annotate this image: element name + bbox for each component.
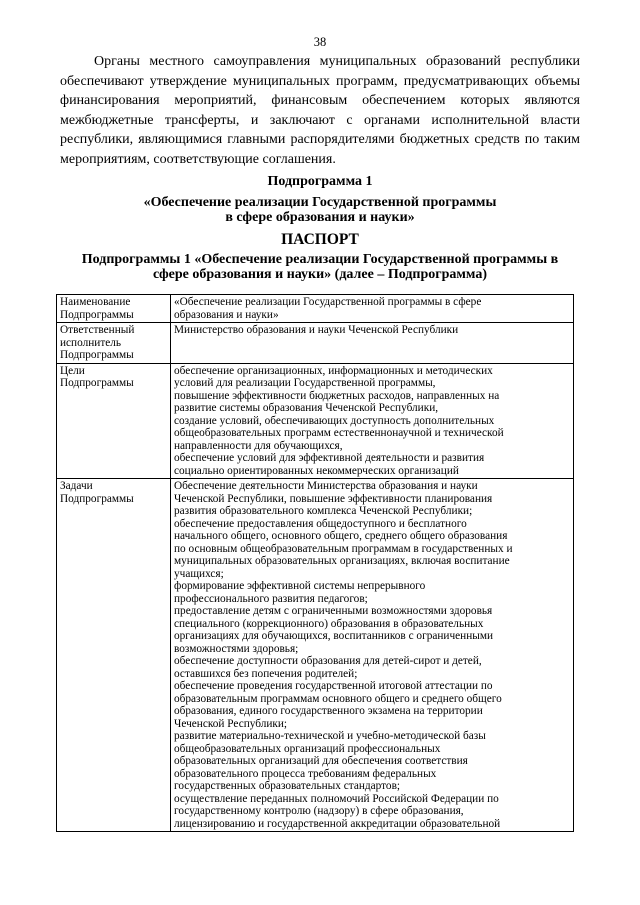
- passport-label-line: Ответственный: [60, 324, 135, 336]
- passport-subtitle-line: Подпрограммы 1 «Обеспечение реализации Государственной программы в: [81, 252, 559, 267]
- passport-label-line: Задачи: [60, 480, 93, 492]
- passport-value-line: социально ориентированных некоммерческих организаций: [174, 464, 459, 477]
- intro-paragraph: Органы местного самоуправления муниципальных образований республики обеспечивают утверждение муниципальных программ, предусматривающих объемы финансирования мероприятий, финансовым обеспечением которых являются межбюджетные трансферты, и заключают с органами исполнительной власти республики, являющимися главными распорядителями бюджетных средств по таким мероприятиям, соответствующие соглашения.: [60, 54, 580, 167]
- page-number: 38: [313, 35, 327, 49]
- passport-label-line: Наименование: [60, 296, 131, 308]
- passport-value-line: Министерство образования и науки Чеченской Республики: [174, 324, 459, 336]
- passport-value-line: профессионального развития педагогов;: [174, 592, 368, 605]
- passport-row: [57, 295, 574, 323]
- passport-label-cell: [57, 479, 171, 832]
- passport-value-cell: [171, 363, 574, 479]
- passport-value-line: развитие системы образования Чеченской Республики,: [174, 402, 439, 414]
- passport-value-line: обеспечение проведения государственной итоговой аттестации по: [174, 680, 493, 692]
- passport-label-line: Подпрограммы: [60, 308, 134, 321]
- passport-value-line: государственных образовательных стандартов;: [174, 780, 401, 792]
- passport-value-line: повышение эффективности бюджетных расходов, направленных на: [174, 389, 500, 402]
- passport-value-line: оставшихся без попечения родителей;: [174, 667, 358, 680]
- passport-label-line: Подпрограммы: [60, 377, 134, 389]
- passport-value-line: обеспечение предоставления общедоступного и бесплатного: [174, 517, 467, 530]
- passport-value-line: обеспечение организационных, информационных и методических: [174, 364, 493, 377]
- passport-heading: ПАСПОРТ: [281, 231, 359, 248]
- passport-label-line: Подпрограммы: [60, 492, 134, 505]
- passport-value-line: направленности для обучающихся,: [174, 439, 343, 452]
- passport-value-line: развитие материально-технической и учебно-методической базы: [174, 730, 486, 742]
- subprogram-title-line: «Обеспечение реализации Государственной программы: [143, 195, 497, 210]
- passport-value-line: организациях для обучающихся, воспитанников с ограниченными: [174, 630, 494, 642]
- passport-value-line: «Обеспечение реализации Государственной программы в сфере: [174, 296, 482, 308]
- passport-subtitle-line: сфере образования и науки» (далее – Подпрограмма): [152, 267, 488, 282]
- passport-value-line: возможностями здоровья;: [174, 642, 299, 655]
- passport-value-line: государственному контролю (надзору) в сфере образования,: [174, 805, 464, 817]
- passport-value-cell: [171, 479, 574, 832]
- passport-value-line: образования и науки»: [174, 308, 279, 321]
- passport-value-line: общеобразовательных организаций профессиональных: [174, 742, 441, 755]
- passport-value-line: обеспечение условий для эффективной деятельности и развития: [174, 452, 485, 464]
- passport-value-line: учащихся;: [174, 567, 224, 580]
- passport-label-cell: [57, 323, 171, 364]
- passport-row: [57, 363, 574, 479]
- passport-value-line: развития образовательного комплекса Чеченской Республики;: [174, 505, 473, 517]
- passport-row: [57, 479, 574, 832]
- passport-value-line: осуществление переданных полномочий Российской Федерации по: [174, 792, 499, 805]
- passport-label-line: Цели: [60, 364, 85, 377]
- passport-value-line: образовательным программам основного общего и среднего общего: [174, 692, 502, 705]
- passport-value-line: по основным общеобразовательным программам в государственных и: [174, 542, 513, 555]
- passport-value-line: предоставление детям с ограниченными возможностями здоровья: [174, 605, 493, 617]
- passport-label-cell: [57, 363, 171, 479]
- passport-row: [57, 323, 574, 364]
- passport-value-line: условий для реализации Государственной программы,: [174, 377, 436, 389]
- passport-label-line: исполнитель: [60, 336, 122, 349]
- subprogram-heading: Подпрограмма 1: [267, 174, 373, 189]
- passport-value-line: образовательного процесса требованиям федеральных: [174, 767, 437, 780]
- passport-value-line: обеспечение доступности образования для детей-сирот и детей,: [174, 655, 482, 667]
- subprogram-title-line: в сфере образования и науки»: [225, 210, 415, 225]
- passport-value-line: создание условий, обеспечивающих доступность дополнительных: [174, 414, 495, 427]
- passport-table: [56, 294, 574, 832]
- passport-subtitle: [40, 252, 600, 282]
- passport-value-line: начального общего, основного общего, среднего общего образования: [174, 530, 508, 542]
- passport-value-cell: [171, 295, 574, 323]
- passport-value-cell: [171, 323, 574, 364]
- passport-value-line: Обеспечение деятельности Министерства образования и науки: [174, 480, 478, 492]
- passport-value-line: Чеченской Республики, повышение эффективности планирования: [174, 492, 493, 505]
- passport-value-line: специального (коррекционного) образования в образовательных: [174, 617, 484, 630]
- subprogram-title: [40, 195, 600, 225]
- passport-table-body: [57, 295, 574, 832]
- passport-value-line: общеобразовательных программ естественнонаучной и технической: [174, 427, 504, 439]
- passport-value-line: образовательных организаций для обеспечения соответствия: [174, 755, 468, 767]
- passport-value-line: муниципальных образовательных организациях, включая воспитание: [174, 555, 510, 567]
- passport-value-line: Чеченской Республики;: [174, 717, 288, 730]
- passport-value-line: формирование эффективной системы непрерывного: [174, 580, 426, 592]
- passport-value-line: образования, единого государственного экзамена на территории: [174, 705, 483, 717]
- passport-label-line: Подпрограммы: [60, 349, 134, 361]
- passport-label-cell: [57, 295, 171, 323]
- passport-value-line: лицензированию и государственной аккредитации образовательной: [174, 817, 501, 830]
